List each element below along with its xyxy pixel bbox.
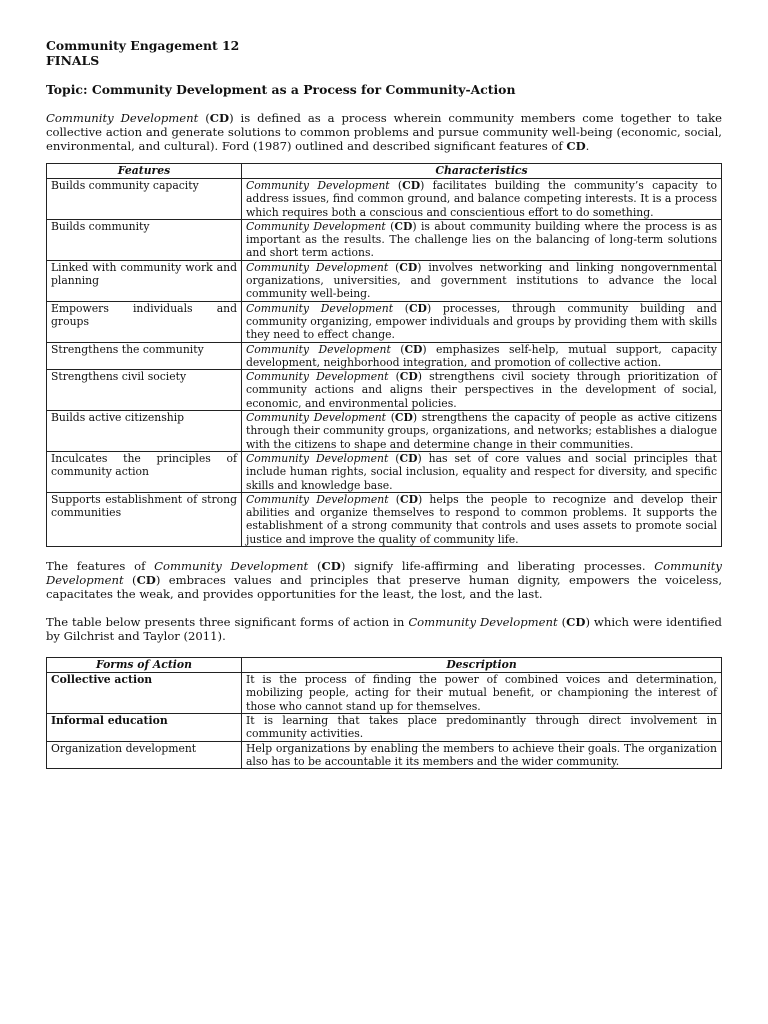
form-cell: Informal education: [47, 713, 242, 741]
form-cell: Organization development: [47, 741, 242, 769]
characteristic-text: emphasizes self-help, mutual support, capacity development, neighborhood integration, and promotion of collective action.: [246, 342, 717, 369]
features-summary-paragraph: [46, 559, 722, 601]
form-cell: Collective action: [47, 673, 242, 714]
characteristic-cell: Community Development (CD) is about community building where the process is as important as the results. The challenge lies on the balancing of long-term solutions and short term actions.: [242, 219, 722, 260]
cd-abbr: CD: [402, 179, 421, 192]
table-header-row: [47, 658, 722, 673]
cd-abbr: CD: [399, 260, 418, 274]
cd-abbr: CD: [209, 111, 230, 125]
characteristic-text: facilitates building the community’s capacity to address issues, find common ground, and balance competing interests. It is a process which requires both a conscious and conscientious effort to do something.: [246, 179, 717, 219]
cd-abbr: CD: [566, 615, 586, 630]
text: (: [557, 615, 567, 630]
text: The table below presents three significant forms of action in: [46, 615, 409, 630]
feature-cell: Linked with community work and planning: [47, 260, 242, 301]
cd-term: Community Development: [408, 615, 558, 630]
text: The features of: [46, 559, 155, 574]
feature-cell: Empowers individuals and groups: [47, 301, 242, 342]
cd-abbr: CD: [394, 411, 413, 425]
characteristic-cell: Community Development (CD) emphasizes self-help, mutual support, capacity development, neighborhood integration, and promotion of collective action.: [242, 342, 722, 370]
characteristic-text: involves networking and linking nongovernmental organizations, universities, and government institutions to advance the local community well-being.: [246, 260, 717, 301]
intro-paragraph: [46, 111, 722, 153]
course-title: Community Engagement 12: [46, 38, 240, 53]
feature-cell: Inculcates the principles of community action: [47, 451, 242, 492]
cd-term: Community Development: [246, 260, 389, 274]
cd-abbr: CD: [404, 342, 423, 356]
period: .: [585, 139, 590, 153]
cd-abbr: CD: [394, 219, 413, 233]
features-table-body: [47, 179, 722, 547]
col-header-description: Description: [242, 658, 722, 673]
text: (: [123, 573, 137, 588]
characteristic-cell: Community Development (CD) involves networking and linking nongovernmental organizations, universities, and government institutions to advance the local community well-being.: [242, 260, 722, 301]
cd-term: Community Development: [246, 370, 389, 384]
table-row: [47, 370, 722, 411]
feature-cell: Builds community capacity: [47, 179, 242, 220]
features-table: [46, 163, 722, 547]
text: (: [308, 559, 322, 574]
feature-cell: Builds community: [47, 219, 242, 260]
table-row: [47, 260, 722, 301]
description-cell: It is learning that takes place predominantly through direct involvement in community activities.: [242, 713, 722, 741]
cd-term: Community Development: [46, 111, 199, 125]
cd-term: Community Development: [246, 179, 390, 192]
actions-table-body: [47, 673, 722, 769]
cd-term: Community Development: [246, 301, 394, 315]
characteristic-text: is about community building where the process is as important as the results. The challenge lies on the balancing of long-term solutions and short term actions.: [246, 219, 718, 260]
table-row: [47, 451, 722, 492]
text: ) signify life-affirming and liberating processes.: [340, 559, 655, 574]
feature-cell: Strengthens civil society: [47, 370, 242, 411]
cd-term: Community Development: [246, 451, 389, 465]
text: ) embraces values and principles that preserve human dignity, empowers the voiceless, capacitates the weak, and provides opportunities for the least, the lost, and the last.: [46, 573, 722, 602]
feature-cell: Builds active citizenship: [47, 411, 242, 452]
cd-abbr: CD: [399, 451, 418, 465]
characteristic-cell: Community Development (CD) processes, through community building and community organizing, empower individuals and groups by providing them with skills they need to effect change.: [242, 301, 722, 342]
intro-text: is defined as a process wherein community members come together to take collective action and generate solutions to common problems and pursue community well-being (economic, social, environmental, and cultural). Ford (1987) outlined and described significant features of: [46, 111, 722, 153]
characteristic-cell: Community Development (CD) strengthens the capacity of people as active citizens through their community groups, organizations, and networks; establishes a dialogue with the citizens to shape and determine change in their communities.: [242, 411, 722, 452]
cd-term: Community Development: [154, 559, 309, 574]
cd-abbr: CD: [408, 301, 427, 315]
cd-term: Community Development: [246, 411, 387, 425]
characteristic-text: has set of core values and social principles that include human rights, social inclusion, equality and respect for diversity, and specific skills and knowledge base.: [246, 451, 717, 492]
term-label: FINALS: [46, 53, 100, 68]
cd-abbr: CD: [321, 559, 341, 574]
col-header-features: Features: [47, 164, 242, 179]
table-row: [47, 492, 722, 546]
characteristic-cell: Community Development (CD) strengthens civil society through prioritization of community actions and aligns their perspectives in the development of social, economic, and environmental policies.: [242, 370, 722, 411]
actions-table: [46, 657, 722, 769]
table-row: [47, 342, 722, 370]
cd-abbr: CD: [566, 139, 586, 153]
characteristic-text: processes, through community building and community organizing, empower individuals and groups by providing them with skills they need to effect change.: [246, 301, 717, 342]
actions-intro-paragraph: [46, 615, 722, 643]
characteristic-cell: Community Development (CD) has set of core values and social principles that include human rights, social inclusion, equality and respect for diversity, and specific skills and knowledge base.: [242, 451, 722, 492]
table-row: [47, 179, 722, 220]
col-header-characteristics: Characteristics: [242, 164, 722, 179]
text: ) which were identified by Gilchrist and Taylor (2011).: [46, 615, 722, 644]
feature-cell: Strengthens the community: [47, 342, 242, 370]
feature-cell: Supports establishment of strong communities: [47, 492, 242, 546]
cd-term: Community Development: [46, 559, 722, 588]
cd-term: Community Development: [246, 492, 389, 506]
characteristic-cell: Community Development (CD) helps the people to recognize and develop their abilities and organize themselves to respond to common problems. It supports the establishment of a strong community that controls and uses assets to promote social justice and improve the quality of community life.: [242, 492, 722, 546]
table-row: [47, 219, 722, 260]
paren: ): [229, 111, 241, 125]
cd-abbr: CD: [136, 573, 156, 588]
table-row: [47, 301, 722, 342]
table-row: [47, 673, 722, 714]
characteristic-cell: Community Development (CD) facilitates building the community’s capacity to address issues, find common ground, and balance competing interests. It is a process which requires both a conscious and conscientious effort to do something.: [242, 179, 722, 220]
cd-term: Community Development: [246, 342, 391, 356]
table-row: [47, 411, 722, 452]
table-header-row: [47, 164, 722, 179]
topic-heading: Topic: Community Development as a Process for Community-Action: [46, 82, 516, 97]
cd-term: Community Development: [246, 219, 386, 233]
table-row: [47, 713, 722, 741]
description-cell: It is the process of finding the power of combined voices and determination, mobilizing people, acting for their mutual benefit, or championing the interest of those who cannot stand up for themselves.: [242, 673, 722, 714]
characteristic-text: strengthens civil society through prioritization of community actions and aligns their perspectives in the development of social, economic, and environmental policies.: [246, 370, 717, 410]
table-row: [47, 741, 722, 769]
cd-abbr: CD: [399, 370, 418, 384]
characteristic-text: strengthens the capacity of people as active citizens through their community groups, organizations, and networks; establishes a dialogue with the citizens to shape and determine change in their communities.: [246, 411, 718, 451]
characteristic-text: helps the people to recognize and develop their abilities and organize themselves to respond to common problems. It supports the establishment of a strong community that controls and uses assets to promote social justice and improve the quality of community life.: [246, 492, 717, 546]
paren: (: [198, 111, 210, 125]
description-cell: Help organizations by enabling the members to achieve their goals. The organization also has to be accountable it its members and the wider community.: [242, 741, 722, 769]
col-header-forms: Forms of Action: [47, 658, 242, 673]
cd-abbr: CD: [400, 492, 418, 506]
